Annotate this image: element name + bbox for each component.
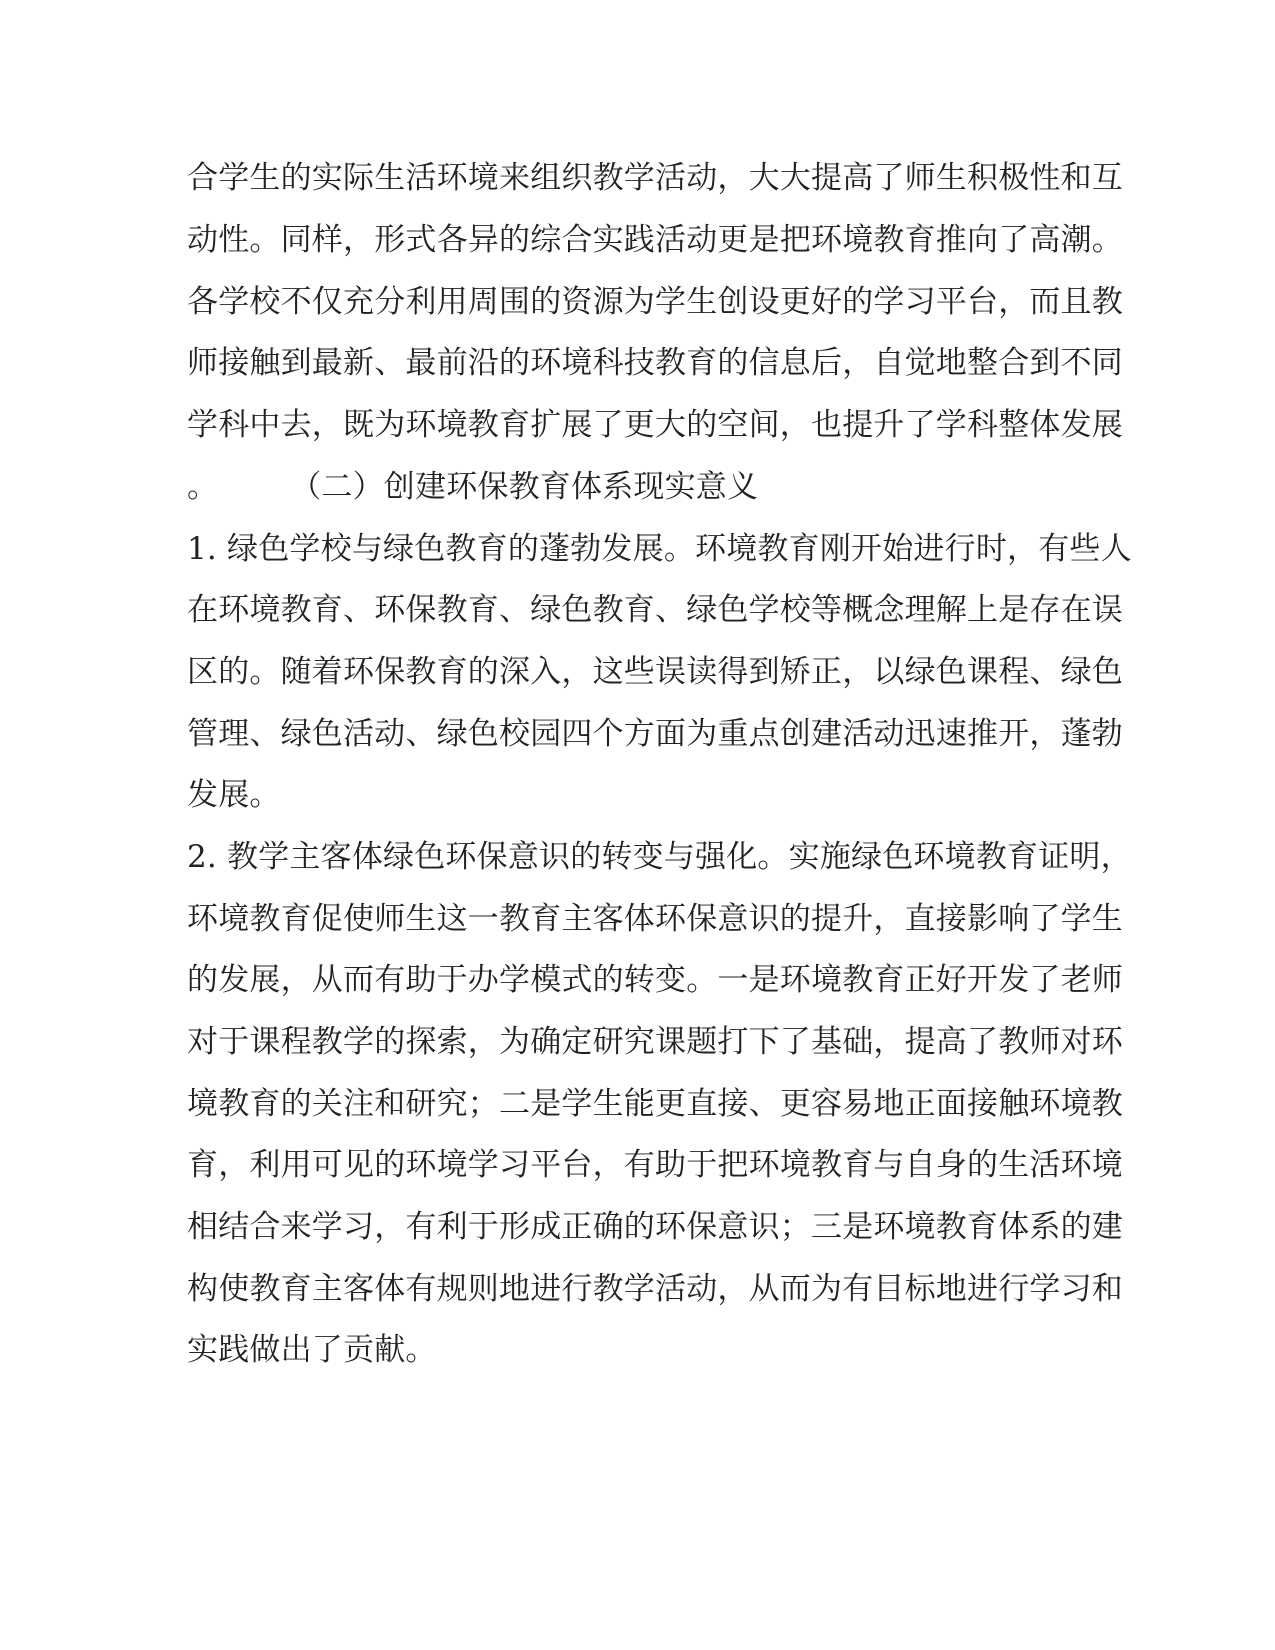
point-2-line: 相结合来学习，有利于形成正确的环保意识；三是环境教育体系的建 <box>187 1209 1123 1245</box>
point-1-line: 在环境教育、环保教育、绿色教育、绿色学校等概念理解上是存在误 <box>187 592 1123 628</box>
point-2-line: 构使教育主客体有规则地进行教学活动，从而为有目标地进行学习和 <box>187 1271 1123 1307</box>
point-2-line: 对于课程教学的探索，为确定研究课题打下了基础，提高了教师对环 <box>187 1024 1123 1060</box>
section-heading-line <box>187 467 758 507</box>
point-2-line: 境教育的关注和研究；二是学生能更直接、更容易地正面接触环境教 <box>187 1086 1123 1122</box>
paragraph-line: 师接触到最新、最前沿的环境科技教育的信息后，自觉地整合到不同 <box>187 345 1123 381</box>
paragraph-line: 学科中去，既为环境教育扩展了更大的空间，也提升了学科整体发展 <box>187 407 1123 443</box>
point-2-line: 2. 教学主客体绿色环保意识的转变与强化。实施绿色环境教育证明， <box>187 839 1132 875</box>
point-1-line: 管理、绿色活动、绿色校园四个方面为重点创建活动迅速推开，蓬勃 <box>187 716 1123 752</box>
paragraph-line: 合学生的实际生活环境来组织教学活动，大大提高了师生积极性和互 <box>187 160 1123 196</box>
paragraph-line: 各学校不仅充分利用周围的资源为学生创设更好的学习平台，而且教 <box>187 284 1123 320</box>
line-end-punctuation: 。 <box>187 469 219 505</box>
point-2-line: 环境教育促使师生这一教育主客体环保意识的提升，直接影响了学生 <box>187 901 1123 937</box>
section-heading: （二）创建环保教育体系现实意义 <box>290 469 759 505</box>
point-1-line: 1. 绿色学校与绿色教育的蓬勃发展。环境教育刚开始进行时，有些人 <box>187 531 1132 567</box>
paragraph-line: 动性。同样，形式各异的综合实践活动更是把环境教育推向了高潮。 <box>187 222 1123 258</box>
point-1-line: 区的。随着环保教育的深入，这些误读得到矫正，以绿色课程、绿色 <box>187 654 1123 690</box>
point-1-line: 发展。 <box>187 777 281 813</box>
point-2-line: 的发展，从而有助于办学模式的转变。一是环境教育正好开发了老师 <box>187 962 1123 998</box>
point-2-line: 实践做出了贡献。 <box>187 1332 437 1368</box>
point-2-line: 育，利用可见的环境学习平台，有助于把环境教育与自身的生活环境 <box>187 1147 1123 1183</box>
